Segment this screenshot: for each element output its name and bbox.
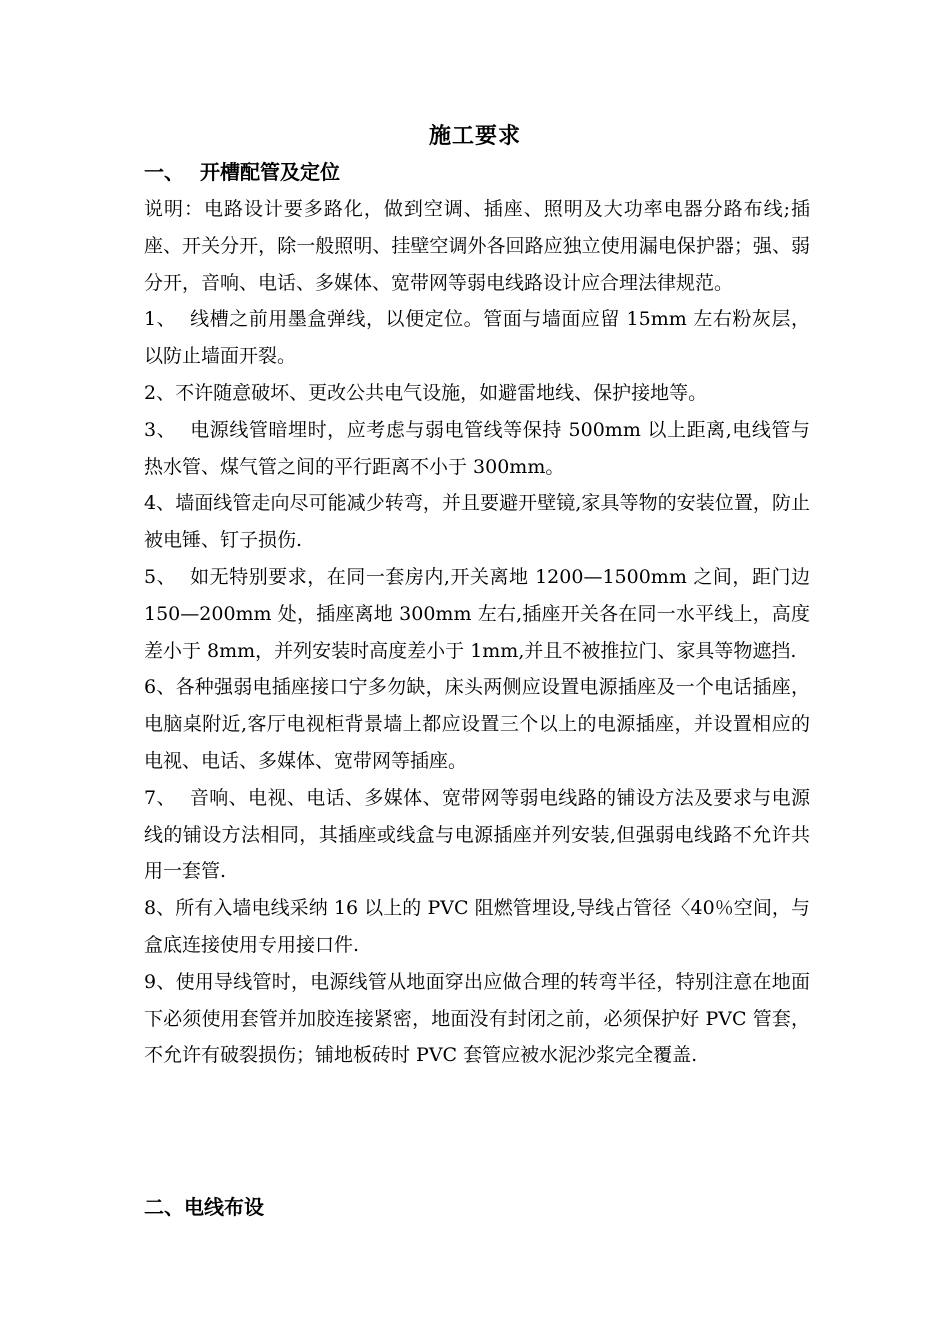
list-item — [144, 780, 810, 890]
intro-paragraph: 说明：电路设计要多路化，做到空调、插座、照明及大功率电器分路布线;插座、开关分开，除一般照明、挂壁空调外各回路应独立使用漏电保护器；强、弱分开，音响、电话、多媒体、宽带网等弱电线路设计应合理法律规范。 — [144, 198, 810, 294]
list-item — [144, 559, 810, 669]
list-item — [144, 301, 810, 375]
item-text: 音响、电视、电话、多媒体、宽带网等弱电线路的铺设方法及要求与电源线的铺设方法相同，其插座或线盒与电源插座并列安装,但强弱电线路不允许共用一套管. — [144, 786, 810, 883]
list-item — [144, 964, 810, 1074]
list-item — [144, 485, 810, 559]
section-number: 一、 — [144, 160, 184, 184]
section-heading-2: 二、电线布设 — [144, 1195, 264, 1219]
document-title: 施工要求 — [428, 124, 521, 149]
item-text: 墙面线管走向尽可能减少转弯，并且要避开壁镜,家具等物的安装位置，防止被电锤、钉子损伤. — [144, 492, 810, 552]
list-item — [144, 669, 810, 779]
item-text: 所有入墙电线采纳 16 以上的 PVC 阻燃管埋设,导线占管径〈40％空间，与盒底连接使用专用接口件. — [144, 897, 810, 956]
list-item — [144, 375, 810, 412]
item-text: 电源线管暗埋时，应考虑与弱电管线等保持 500mm 以上距离,电线管与热水管、煤气管之间的平行距离不小于 300mm。 — [144, 418, 810, 478]
document-body — [144, 191, 810, 1074]
section-heading-1 — [144, 155, 340, 189]
item-number: 3、 — [144, 418, 177, 441]
item-number: 7、 — [144, 786, 176, 809]
item-text: 各种强弱电插座接口宁多勿缺，床头两侧应设置电源插座及一个电话插座，电脑桌附近,客厅电视柜背景墙上都应设置三个以上的电源插座，并设置相应的电视、电话、多媒体、宽带网等插座。 — [144, 676, 810, 772]
list-item — [144, 412, 810, 486]
item-number: 4、 — [144, 492, 176, 515]
item-number: 9、 — [144, 970, 176, 993]
item-number: 2、 — [144, 381, 176, 404]
item-number: 1、 — [144, 308, 177, 331]
section-title: 开槽配管及定位 — [200, 160, 340, 184]
item-text: 使用导线管时，电源线管从地面穿出应做合理的转弯半径，特别注意在地面下必须使用套管并加胶连接紧密，地面没有封闭之前，必须保护好 PVC 管套，不允许有破裂损伤；铺地板砖时 PVC 套管应被水泥沙浆完全覆盖. — [144, 970, 810, 1067]
item-number: 6、 — [144, 676, 176, 699]
item-text: 不许随意破坏、更改公共电气设施，如避雷地线、保护接地等。 — [175, 381, 708, 404]
item-text: 如无特别要求，在同一套房内,开关离地 1200—1500mm 之间，距门边 150—200mm 处，插座离地 300mm 左右,插座开关各在同一水平线上，高度差小于 8mm，并列安装时高度差小于 1mm,并且不被推拉门、家具等物遮挡. — [144, 565, 810, 662]
item-number: 5、 — [144, 565, 177, 588]
item-text: 线槽之前用墨盒弹线，以便定位。管面与墙面应留 15mm 左右粉灰层，以防止墙面开裂。 — [144, 308, 811, 368]
list-item — [144, 890, 810, 964]
item-number: 8、 — [144, 897, 176, 920]
